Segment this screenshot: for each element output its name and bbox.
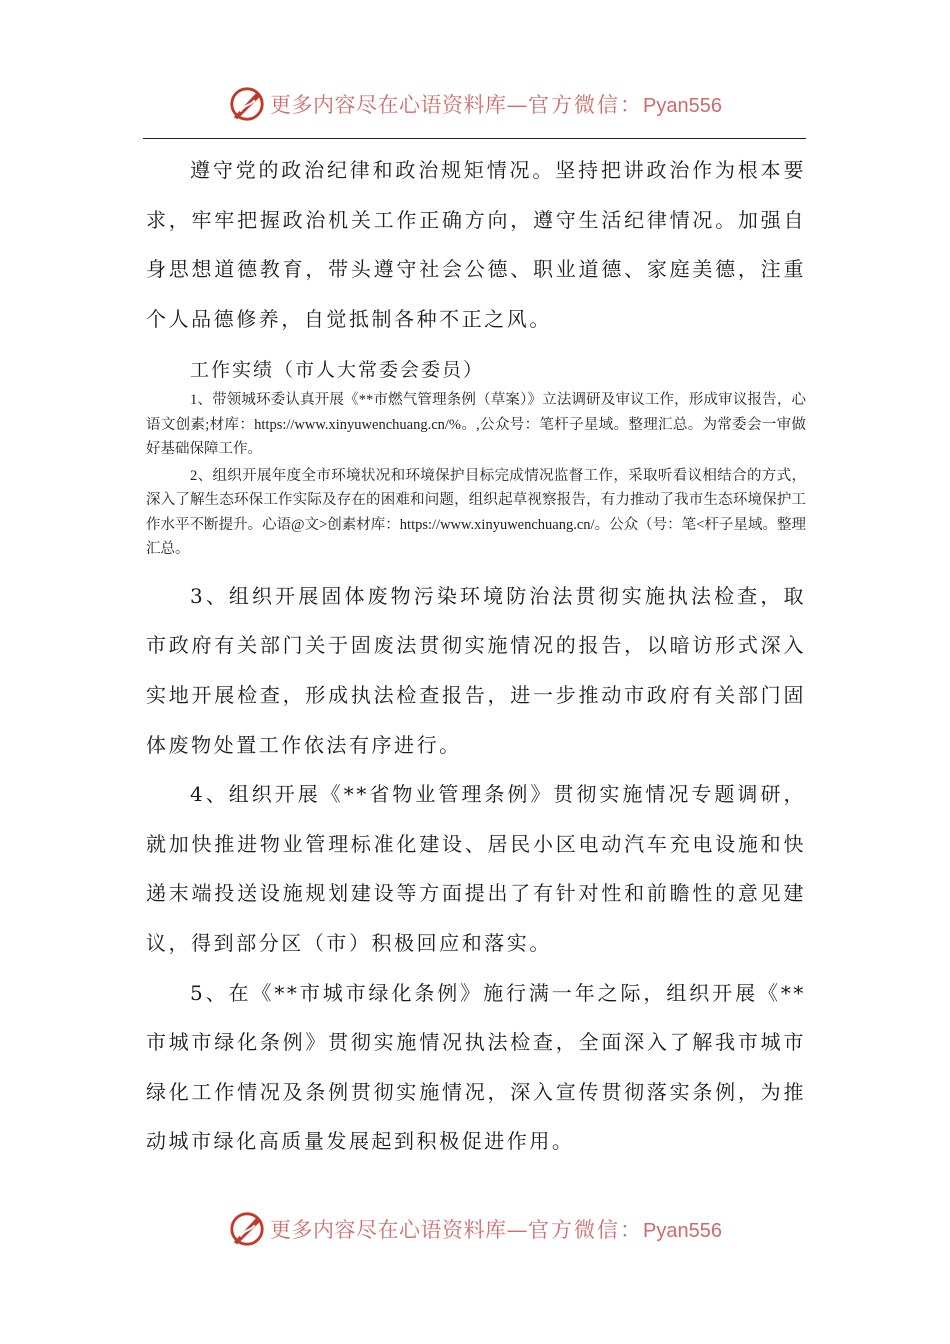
banner-dash: — (506, 93, 529, 117)
paragraph-item-5: 5、在《**市城市绿化条例》施行满一年之际，组织开展《**市城市绿化条例》贯彻实施情况执法检查，全面深入了解我市城市绿化工作情况及条例贯彻实施情况，深入宣传贯彻落实条例，为推动城市绿化高质量发展起到积极促进作用。 (146, 980, 806, 1154)
banner-official: 官方微信： (528, 93, 644, 117)
paragraph-item-2: 2、组织开展年度全市环境状况和环境保护目标完成情况监督工作，采取听看议相结合的方式，深入了解生态环保工作实际及存在的困难和问题，组织起草视察报告，有力推动了我市生态环境保护工作水平不断提升。心语@文>创素材库：https://www.xinyuwenchuang.cn/。公众（号：笔<杆子星域。整理汇总。 (146, 467, 806, 558)
paragraph-item-3: 3、组织开展固体废物污染环境防治法贯彻实施执法检查，取市政府有关部门关于固废法贯彻实施情况的报告，以暗访形式深入实地开展检查，形成执法检查报告，进一步推动市政府有关部门固体废物处置工作依法有序进行。 (146, 583, 806, 757)
footer-banner-wechat-id: Pyan556 (643, 1220, 722, 1242)
banner-text (270, 89, 722, 119)
header-banner (0, 84, 950, 124)
pen-logo-icon (228, 85, 266, 123)
footer-banner (0, 1209, 950, 1249)
header-divider (143, 138, 806, 139)
paragraph-item-4: 4、组织开展《**省物业管理条例》贯彻实施情况专题调研，就加快推进物业管理标准化建设、居民小区电动汽车充电设施和快递末端投送设施规划建设等方面提出了有针对性和前瞻性的意见建议，得到部分区（市）积极回应和落实。 (146, 782, 806, 956)
paragraph-discipline: 遵守党的政治纪律和政治规矩情况。坚持把讲政治作为根本要求，牢牢把握政治机关工作正确方向，遵守生活纪律情况。加强自身思想道德教育，带头遵守社会公德、职业道德、家庭美德，注重个人品德修养，自觉抵制各种不正之风。 (146, 158, 806, 331)
paragraph-item-1: 1、带领城环委认真开展《**市燃气管理条例（草案）》立法调研及审议工作，形成审议报告，心语文创素;材库：https://www.xinyuwenchuang.cn/%。,公众号：笔杆子星域。整理汇总。为常委会一审做好基础保障工作。 (146, 392, 806, 458)
footer-banner-dash: — (506, 1218, 529, 1242)
footer-banner-official: 官方微信： (528, 1218, 644, 1242)
document-body (146, 146, 806, 1167)
pen-logo-icon (228, 1210, 266, 1248)
banner-wechat-id: Pyan556 (643, 95, 722, 117)
footer-banner-text (270, 1214, 722, 1244)
footer-banner-main: 更多内容尽在心语资料库 (270, 1218, 507, 1242)
banner-main: 更多内容尽在心语资料库 (270, 93, 507, 117)
section-heading: 工作实绩（市人大常委会委员） (190, 359, 485, 382)
